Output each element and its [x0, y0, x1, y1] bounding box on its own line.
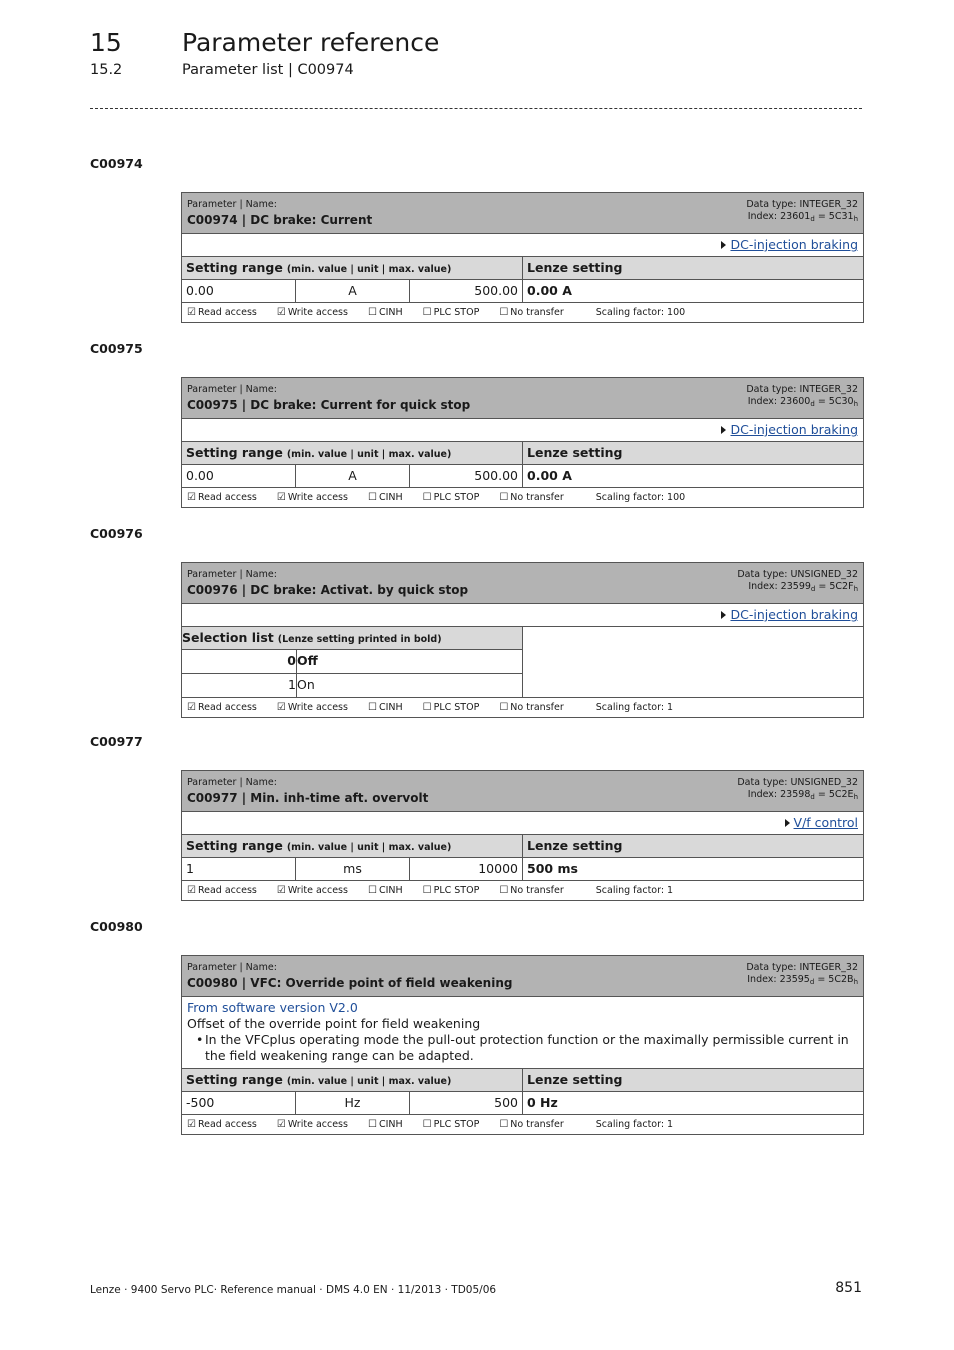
checked-box-icon: ☑ [187, 885, 196, 896]
param-description [182, 997, 863, 1069]
checked-box-icon: ☑ [276, 1119, 286, 1130]
param-table-c00974 [181, 192, 864, 323]
param-index: Index: $23598_d = 5C2E_h$ [747, 789, 858, 801]
data-type: Data type: INTEGER_32 [746, 199, 858, 210]
param-code-heading: C00975 [90, 341, 143, 356]
chapter-title: Parameter reference [182, 28, 440, 57]
lenze-setting-header: Lenze setting [527, 260, 623, 275]
scaling-factor: Scaling factor: 100 [595, 492, 686, 503]
unchecked-box-icon: ☐ [422, 1119, 432, 1130]
param-index: Index: $23595_d = 5C2B_h$ [747, 974, 858, 986]
link-row [182, 419, 863, 442]
unchecked-box-icon: ☐ [499, 885, 509, 896]
selection-list [182, 627, 863, 698]
table-header-row [182, 257, 863, 280]
unchecked-box-icon: ☐ [367, 307, 377, 318]
param-table-c00980 [181, 955, 864, 1135]
lenze-setting-header: Lenze setting [527, 838, 623, 853]
chapter-number: 15 [90, 28, 122, 57]
unchecked-box-icon: ☐ [367, 885, 377, 896]
data-type: Data type: INTEGER_32 [746, 962, 858, 973]
cinh: ☐ CINH [367, 307, 403, 318]
param-table-c00976 [181, 562, 864, 718]
scaling-factor: Scaling factor: 1 [595, 702, 674, 713]
scaling-factor: Scaling factor: 1 [595, 1119, 674, 1130]
lenze-setting-value: 500 ms [527, 861, 578, 876]
cinh: ☐ CINH [367, 885, 403, 896]
plc-stop: ☐ PLC STOP [422, 492, 480, 503]
setting-range-header: Setting range (min. value | unit | max. value) [182, 257, 523, 279]
plc-stop: ☐ PLC STOP [422, 702, 480, 713]
table-header-row [182, 627, 522, 650]
plc-stop: ☐ PLC STOP [422, 307, 480, 318]
setting-range-header: Setting range (min. value | unit | max. value) [182, 835, 523, 857]
table-header-row [182, 442, 863, 465]
section-title: Parameter list | C00974 [182, 62, 354, 78]
read-access: ☑ Read access [187, 885, 257, 896]
max-value: 500.00 [410, 280, 523, 302]
write-access: ☑ Write access [276, 307, 348, 318]
cinh: ☐ CINH [367, 1119, 403, 1130]
param-name-label: Parameter | Name: [187, 569, 277, 580]
section-number: 15.2 [90, 62, 123, 78]
data-type: Data type: UNSIGNED_32 [737, 569, 858, 580]
checked-box-icon: ☑ [187, 1119, 196, 1130]
option-label: Off [297, 653, 318, 668]
checked-box-icon: ☑ [276, 307, 286, 318]
scaling-factor: Scaling factor: 1 [595, 885, 674, 896]
max-value: 500.00 [410, 465, 523, 487]
lenze-setting-header: Lenze setting [527, 1072, 623, 1087]
min-value: 0.00 [182, 280, 296, 302]
table-row [182, 465, 863, 488]
plc-stop: ☐ PLC STOP [422, 885, 480, 896]
unchecked-box-icon: ☐ [499, 492, 509, 503]
access-row [182, 881, 863, 900]
param-code-heading: C00976 [90, 526, 143, 541]
cinh: ☐ CINH [367, 702, 403, 713]
write-access: ☑ Write access [276, 885, 348, 896]
scaling-factor: Scaling factor: 100 [595, 307, 686, 318]
lenze-setting-value: 0.00 A [527, 283, 572, 298]
no-transfer: ☐ No transfer [499, 492, 564, 503]
access-row [182, 698, 863, 717]
param-header [182, 378, 863, 419]
unchecked-box-icon: ☐ [367, 492, 377, 503]
access-row [182, 303, 863, 322]
unit: ms [296, 858, 410, 880]
cinh: ☐ CINH [367, 492, 403, 503]
table-header-row [182, 1069, 863, 1092]
param-table-c00975 [181, 377, 864, 508]
data-type: Data type: INTEGER_32 [746, 384, 858, 395]
cross-reference-link[interactable]: V/f control [793, 815, 858, 830]
access-row [182, 1115, 863, 1134]
setting-range-header: Setting range (min. value | unit | max. value) [182, 442, 523, 464]
max-value: 500 [410, 1092, 523, 1114]
param-table-c00977 [181, 770, 864, 901]
table-row [182, 280, 863, 303]
table-row [182, 1092, 863, 1115]
lenze-setting-value: 0.00 A [527, 468, 572, 483]
min-value: 1 [182, 858, 296, 880]
option-value: 1 [182, 674, 297, 697]
option-value: 0 [182, 650, 297, 673]
min-value: 0.00 [182, 465, 296, 487]
max-value: 10000 [410, 858, 523, 880]
unchecked-box-icon: ☐ [499, 702, 509, 713]
unchecked-box-icon: ☐ [367, 1119, 377, 1130]
checked-box-icon: ☑ [276, 702, 286, 713]
read-access: ☑ Read access [187, 492, 257, 503]
arrow-right-icon [721, 426, 726, 434]
param-index: Index: $23599_d = 5C2F_h$ [748, 581, 858, 593]
checked-box-icon: ☑ [276, 885, 286, 896]
page-number: 851 [835, 1280, 862, 1296]
table-header-row [182, 835, 863, 858]
param-index: Index: $23601_d = 5C31_h$ [747, 211, 858, 223]
write-access: ☑ Write access [276, 1119, 348, 1130]
description-text: Offset of the override point for field weakening [187, 1016, 481, 1031]
unchecked-box-icon: ☐ [367, 702, 377, 713]
param-name-label: Parameter | Name: [187, 384, 277, 395]
param-name-label: Parameter | Name: [187, 199, 277, 210]
table-row [182, 674, 522, 697]
header-divider [90, 108, 862, 109]
param-header [182, 956, 863, 997]
data-type: Data type: UNSIGNED_32 [737, 777, 858, 788]
link-row [182, 812, 863, 835]
link-row [182, 604, 863, 627]
table-row [182, 650, 522, 674]
param-header [182, 771, 863, 812]
unchecked-box-icon: ☐ [422, 885, 432, 896]
setting-range-header: Setting range (min. value | unit | max. value) [182, 1069, 523, 1091]
arrow-right-icon [721, 611, 726, 619]
param-name: C00977 | Min. inh-time aft. overvolt [187, 791, 429, 805]
access-row [182, 488, 863, 507]
unchecked-box-icon: ☐ [422, 702, 432, 713]
no-transfer: ☐ No transfer [499, 307, 564, 318]
software-version: From software version V2.0 [187, 1000, 358, 1015]
option-label: On [297, 677, 315, 692]
unchecked-box-icon: ☐ [422, 307, 432, 318]
read-access: ☑ Read access [187, 702, 257, 713]
unchecked-box-icon: ☐ [499, 307, 509, 318]
unit: A [296, 465, 410, 487]
param-name: C00975 | DC brake: Current for quick stop [187, 398, 471, 412]
unchecked-box-icon: ☐ [499, 1119, 509, 1130]
param-code-heading: C00974 [90, 156, 143, 171]
lenze-setting-header: Lenze setting [527, 445, 623, 460]
param-name-label: Parameter | Name: [187, 777, 277, 788]
write-access: ☑ Write access [276, 492, 348, 503]
param-header [182, 193, 863, 234]
cross-reference-link[interactable]: DC-injection braking [730, 422, 858, 437]
min-value: -500 [182, 1092, 296, 1114]
param-name: C00980 | VFC: Override point of field weakening [187, 976, 513, 990]
arrow-right-icon [785, 819, 790, 827]
lenze-setting-value: 0 Hz [527, 1095, 558, 1110]
description-list [187, 1032, 858, 1064]
empty-cell [523, 627, 863, 697]
table-row [182, 858, 863, 881]
read-access: ☑ Read access [187, 1119, 257, 1130]
checked-box-icon: ☑ [187, 702, 196, 713]
write-access: ☑ Write access [276, 702, 348, 713]
param-name: C00976 | DC brake: Activat. by quick stop [187, 583, 469, 597]
read-access: ☑ Read access [187, 307, 257, 318]
no-transfer: ☐ No transfer [499, 1119, 564, 1130]
checked-box-icon: ☑ [187, 492, 196, 503]
param-code-heading: C00977 [90, 734, 143, 749]
cross-reference-link[interactable]: DC-injection braking [730, 237, 858, 252]
param-name: C00974 | DC brake: Current [187, 213, 373, 227]
checked-box-icon: ☑ [276, 492, 286, 503]
plc-stop: ☐ PLC STOP [422, 1119, 480, 1130]
list-item: • In the VFCplus operating mode the pull-out protection function or the maximally permissible current in the field weakening range can be adapted. [205, 1032, 858, 1064]
param-name-label: Parameter | Name: [187, 962, 277, 973]
param-code-heading: C00980 [90, 919, 143, 934]
checked-box-icon: ☑ [187, 307, 196, 318]
unit: Hz [296, 1092, 410, 1114]
param-header [182, 563, 863, 604]
param-index: Index: $23600_d = 5C30_h$ [747, 396, 858, 408]
footer-text: Lenze · 9400 Servo PLC· Reference manual · DMS 4.0 EN · 11/2013 · TD05/06 [90, 1284, 497, 1296]
cross-reference-link[interactable]: DC-injection braking [730, 607, 858, 622]
no-transfer: ☐ No transfer [499, 885, 564, 896]
unit: A [296, 280, 410, 302]
no-transfer: ☐ No transfer [499, 702, 564, 713]
unchecked-box-icon: ☐ [422, 492, 432, 503]
arrow-right-icon [721, 241, 726, 249]
link-row [182, 234, 863, 257]
selection-list-header: Selection list (Lenze setting printed in bold) [182, 630, 442, 645]
